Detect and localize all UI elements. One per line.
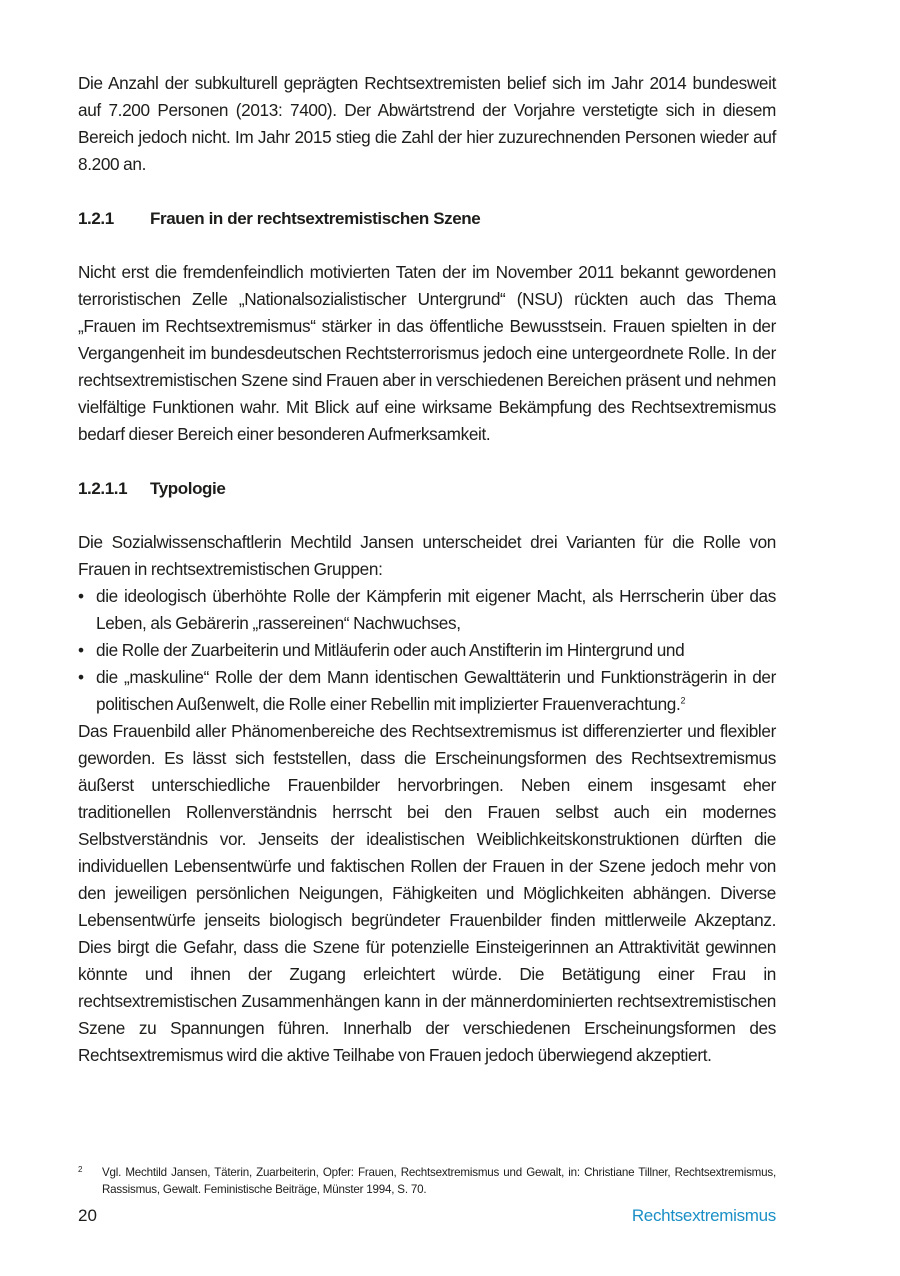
bullet-icon: • xyxy=(78,586,84,606)
spacer xyxy=(78,178,776,205)
spacer xyxy=(78,502,776,529)
spacer xyxy=(78,448,776,475)
spacer xyxy=(78,232,776,259)
list-item-text: die ideologisch überhöhte Rolle der Kämpferin mit eigener Macht, als Herrscherin über das Leben, als Gebärerin „rassereinen“ Nachwuchses, xyxy=(96,586,776,633)
typologie-bullet-list xyxy=(78,583,776,718)
subsection-number: 1.2.1.1 xyxy=(78,479,128,498)
section-heading-typologie xyxy=(78,475,776,502)
section-title: Frauen in der rechtsextremistischen Szene xyxy=(150,209,481,228)
typologie-closing-paragraph: Das Frauenbild aller Phänomenbereiche des Rechtsextremismus ist differenzierter und flexibler geworden. Es lässt sich feststellen, dass die Erscheinungsformen des Rechtsextremismus äußerst unterschiedliche Frauenbilder hervorbringen. Neben einem insgesamt eher traditionellen Rollenverständnis herrscht bei den Frauen selbst auch ein modernes Selbstverständnis vor. Jenseits der idealistischen Weiblichkeitskonstruktionen dürften die individuellen Lebensentwürfe und faktischen Rollen der Frauen in der Szene jedoch mehr von den jeweiligen persönlichen Neigungen, Fähigkeiten und Möglichkeiten abhängen. Diverse Lebensentwürfe jenseits biologisch begründeter Frauenbilder finden mittlerweile Akzeptanz. Dies birgt die Gefahr, dass die Szene für potenzielle Einsteigerinnen an Attraktivität gewinnen könnte und ihnen der Zugang erleichtert würde. Die Betätigung einer Frau in rechtsextremistischen Zusammenhängen kann in der männerdominierten rechtsextremistischen Szene zu Spannungen führen. Innerhalb der verschiedenen Erscheinungsformen des Rechtsextremismus wird die aktive Teilhabe von Frauen jedoch überwiegend akzeptiert. xyxy=(78,721,776,1065)
page-footer xyxy=(78,1204,776,1228)
footnote-text: Vgl. Mechtild Jansen, Täterin, Zuarbeiterin, Opfer: Frauen, Rechtsextremismus und Gewalt, in: Christiane Tillner, Rechtsextremismus, Rassismus, Gewalt. Feministische Beiträge, Münster 1994, S. 70. xyxy=(102,1166,776,1196)
section-number: 1.2.1 xyxy=(78,209,114,228)
intro-paragraph: Die Anzahl der subkulturell geprägten Rechtsextremisten belief sich im Jahr 2014 bundesweit auf 7.200 Personen (2013: 7400). Der Abwärtstrend der Vorjahre verstetigte sich in diesem Bereich jedoch nicht. Im Jahr 2015 stieg die Zahl der hier zuzurechnenden Personen wieder auf 8.200 an. xyxy=(78,73,776,174)
bullet-icon: • xyxy=(78,667,84,687)
list-item xyxy=(78,664,776,718)
typologie-lead: Die Sozialwissenschaftlerin Mechtild Jansen unterscheidet drei Varianten für die Rolle von Frauen in rechtsextremistischen Gruppen: xyxy=(78,532,776,579)
list-item-text: die Rolle der Zuarbeiterin und Mitläuferin oder auch Anstifterin im Hintergrund und xyxy=(96,640,685,660)
subsection-title: Typologie xyxy=(150,479,226,498)
frauen-paragraph: Nicht erst die fremdenfeindlich motivierten Taten der im November 2011 bekannt gewordenen terroristischen Zelle „Nationalsozialistischer Untergrund“ (NSU) rückten auch das Thema „Frauen im Rechtsextremismus“ stärker in das öffentliche Bewusstsein. Frauen spielten in der Vergangenheit im bundesdeutschen Rechtsterrorismus jedoch eine untergeordnete Rolle. In der rechtsextremistischen Szene sind Frauen aber in verschiedenen Bereichen präsent und nehmen vielfältige Funktionen wahr. Mit Blick auf eine wirksame Bekämpfung des Rechtsextremismus bedarf dieser Bereich einer besonderen Aufmerksamkeit. xyxy=(78,262,776,444)
footnote-mark: 2 xyxy=(78,1165,83,1174)
list-item xyxy=(78,637,776,664)
list-item xyxy=(78,583,776,637)
running-title: Rechtsextremismus xyxy=(631,1206,776,1225)
footnote-reference[interactable]: 2 xyxy=(680,695,686,706)
page-number: 20 xyxy=(78,1206,97,1225)
page-body xyxy=(78,70,776,1069)
list-item-text: die „maskuline“ Rolle der dem Mann identischen Gewalttäterin und Funktionsträgerin in der politischen Außenwelt, die Rolle einer Rebellin mit implizierter Frauenverachtung. xyxy=(96,667,776,714)
section-heading-frauen xyxy=(78,205,776,232)
bullet-icon: • xyxy=(78,640,84,660)
footnote-item xyxy=(78,1164,776,1198)
footnotes xyxy=(78,1164,776,1198)
